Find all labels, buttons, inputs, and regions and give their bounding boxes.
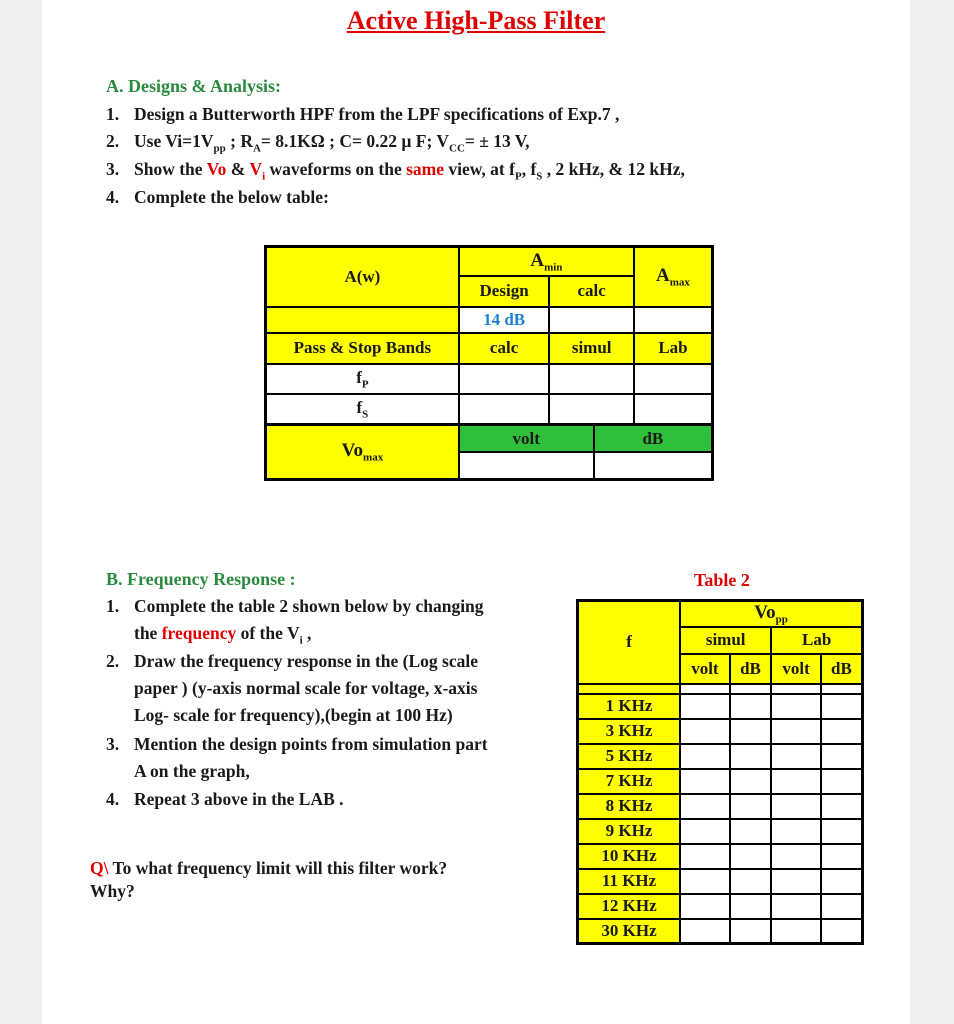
freq-cell: 7 KHz [578, 769, 681, 794]
section-a-heading: A. Designs & Analysis: [106, 76, 282, 96]
fp-label: $f_P$ [266, 364, 459, 394]
empty-cell [549, 364, 634, 394]
lab-volt-header: volt [771, 654, 821, 684]
table-row [578, 794, 863, 819]
section-b-item-2: 2. Draw the frequency response in the (Log scale paper ) (y-axis normal scale for voltage, x-axis Log- scale for frequency),(begin at 100 Hz) [106, 651, 478, 725]
empty-cell [266, 307, 459, 333]
spacer-cell [578, 684, 681, 694]
empty-cell [459, 452, 594, 479]
table-row [578, 894, 863, 919]
simul-db-header: dB [730, 654, 772, 684]
section-a-item-2: 2. Use $Vi=1V_{pp}$ ; $R_A= 8.1K\Omega$ ; C= 0.22 µ F; $V_{CC}= \pm 13$ V, [106, 131, 530, 155]
table-row [578, 869, 863, 894]
frequency-table [576, 599, 864, 945]
table-row [578, 844, 863, 869]
freq-cell: 11 KHz [578, 869, 681, 894]
vomax-label: $Vo_{max}$ [266, 424, 459, 479]
volt-header: volt [459, 424, 594, 452]
section-b-heading: B. Frequency Response : [106, 569, 296, 589]
amin-header: $A_{min}$ [459, 247, 634, 276]
calc-header: calc [549, 276, 634, 307]
simul-header: simul [680, 627, 771, 654]
freq-cell: 9 KHz [578, 819, 681, 844]
bands-label: Pass & Stop Bands [266, 333, 459, 364]
section-a-item-1: 1. Design a Butterworth HPF from the LPF specifications of Exp.7 , [106, 104, 620, 124]
design-value: 14 dB [459, 307, 550, 333]
table-row [578, 694, 863, 719]
empty-cell [634, 394, 713, 424]
vopp-header: $Vo_{pp}$ [680, 601, 862, 627]
lab-db-header: dB [821, 654, 863, 684]
section-a-item-4: 4. Complete the below table: [106, 187, 329, 207]
empty-cell [821, 684, 863, 694]
question: Q\ To what frequency limit will this filter work? Why? [90, 858, 448, 901]
empty-cell [730, 684, 772, 694]
table-row [578, 819, 863, 844]
freq-cell: 8 KHz [578, 794, 681, 819]
document-page [42, 0, 910, 1024]
design-table [264, 245, 714, 481]
fs-label: $f_S$ [266, 394, 459, 424]
empty-cell [634, 307, 713, 333]
table-row [578, 719, 863, 744]
table-row [578, 744, 863, 769]
empty-cell [634, 364, 713, 394]
empty-cell [771, 684, 821, 694]
table-row [578, 919, 863, 944]
empty-cell [594, 452, 713, 479]
empty-cell [549, 307, 634, 333]
empty-cell [549, 394, 634, 424]
table-row [578, 769, 863, 794]
aw-header: A(w) [266, 247, 459, 307]
freq-cell: 30 KHz [578, 919, 681, 944]
design-header: Design [459, 276, 550, 307]
page-title: Active High-Pass Filter [346, 6, 606, 35]
freq-cell: 5 KHz [578, 744, 681, 769]
section-b-item-1: 1. Complete the table 2 shown below by changing the frequency of the $V_i$ , [106, 596, 484, 647]
freq-cell: 1 KHz [578, 694, 681, 719]
bands-calc-header: calc [459, 333, 550, 364]
section-b-item-3: 3. Mention the design points from simulation part A on the graph, [106, 734, 488, 781]
db-header: dB [594, 424, 713, 452]
freq-cell: 3 KHz [578, 719, 681, 744]
freq-cell: 12 KHz [578, 894, 681, 919]
simul-volt-header: volt [680, 654, 730, 684]
section-a-item-3: 3. Show the Vo & $V_i$ waveforms on the same view, at $f_P$, $f_S$ , 2 kHz, & 12 kHz, [106, 159, 685, 183]
bands-lab-header: Lab [634, 333, 713, 364]
section-b-item-4: 4. Repeat 3 above in the LAB . [106, 789, 344, 809]
bands-simul-header: simul [549, 333, 634, 364]
empty-cell [680, 684, 730, 694]
amax-header: $A_{max}$ [634, 247, 713, 307]
table2-caption: Table 2 [694, 570, 750, 590]
empty-cell [459, 394, 550, 424]
f-header: f [578, 601, 681, 684]
lab-header: Lab [771, 627, 862, 654]
freq-cell: 10 KHz [578, 844, 681, 869]
empty-cell [459, 364, 550, 394]
